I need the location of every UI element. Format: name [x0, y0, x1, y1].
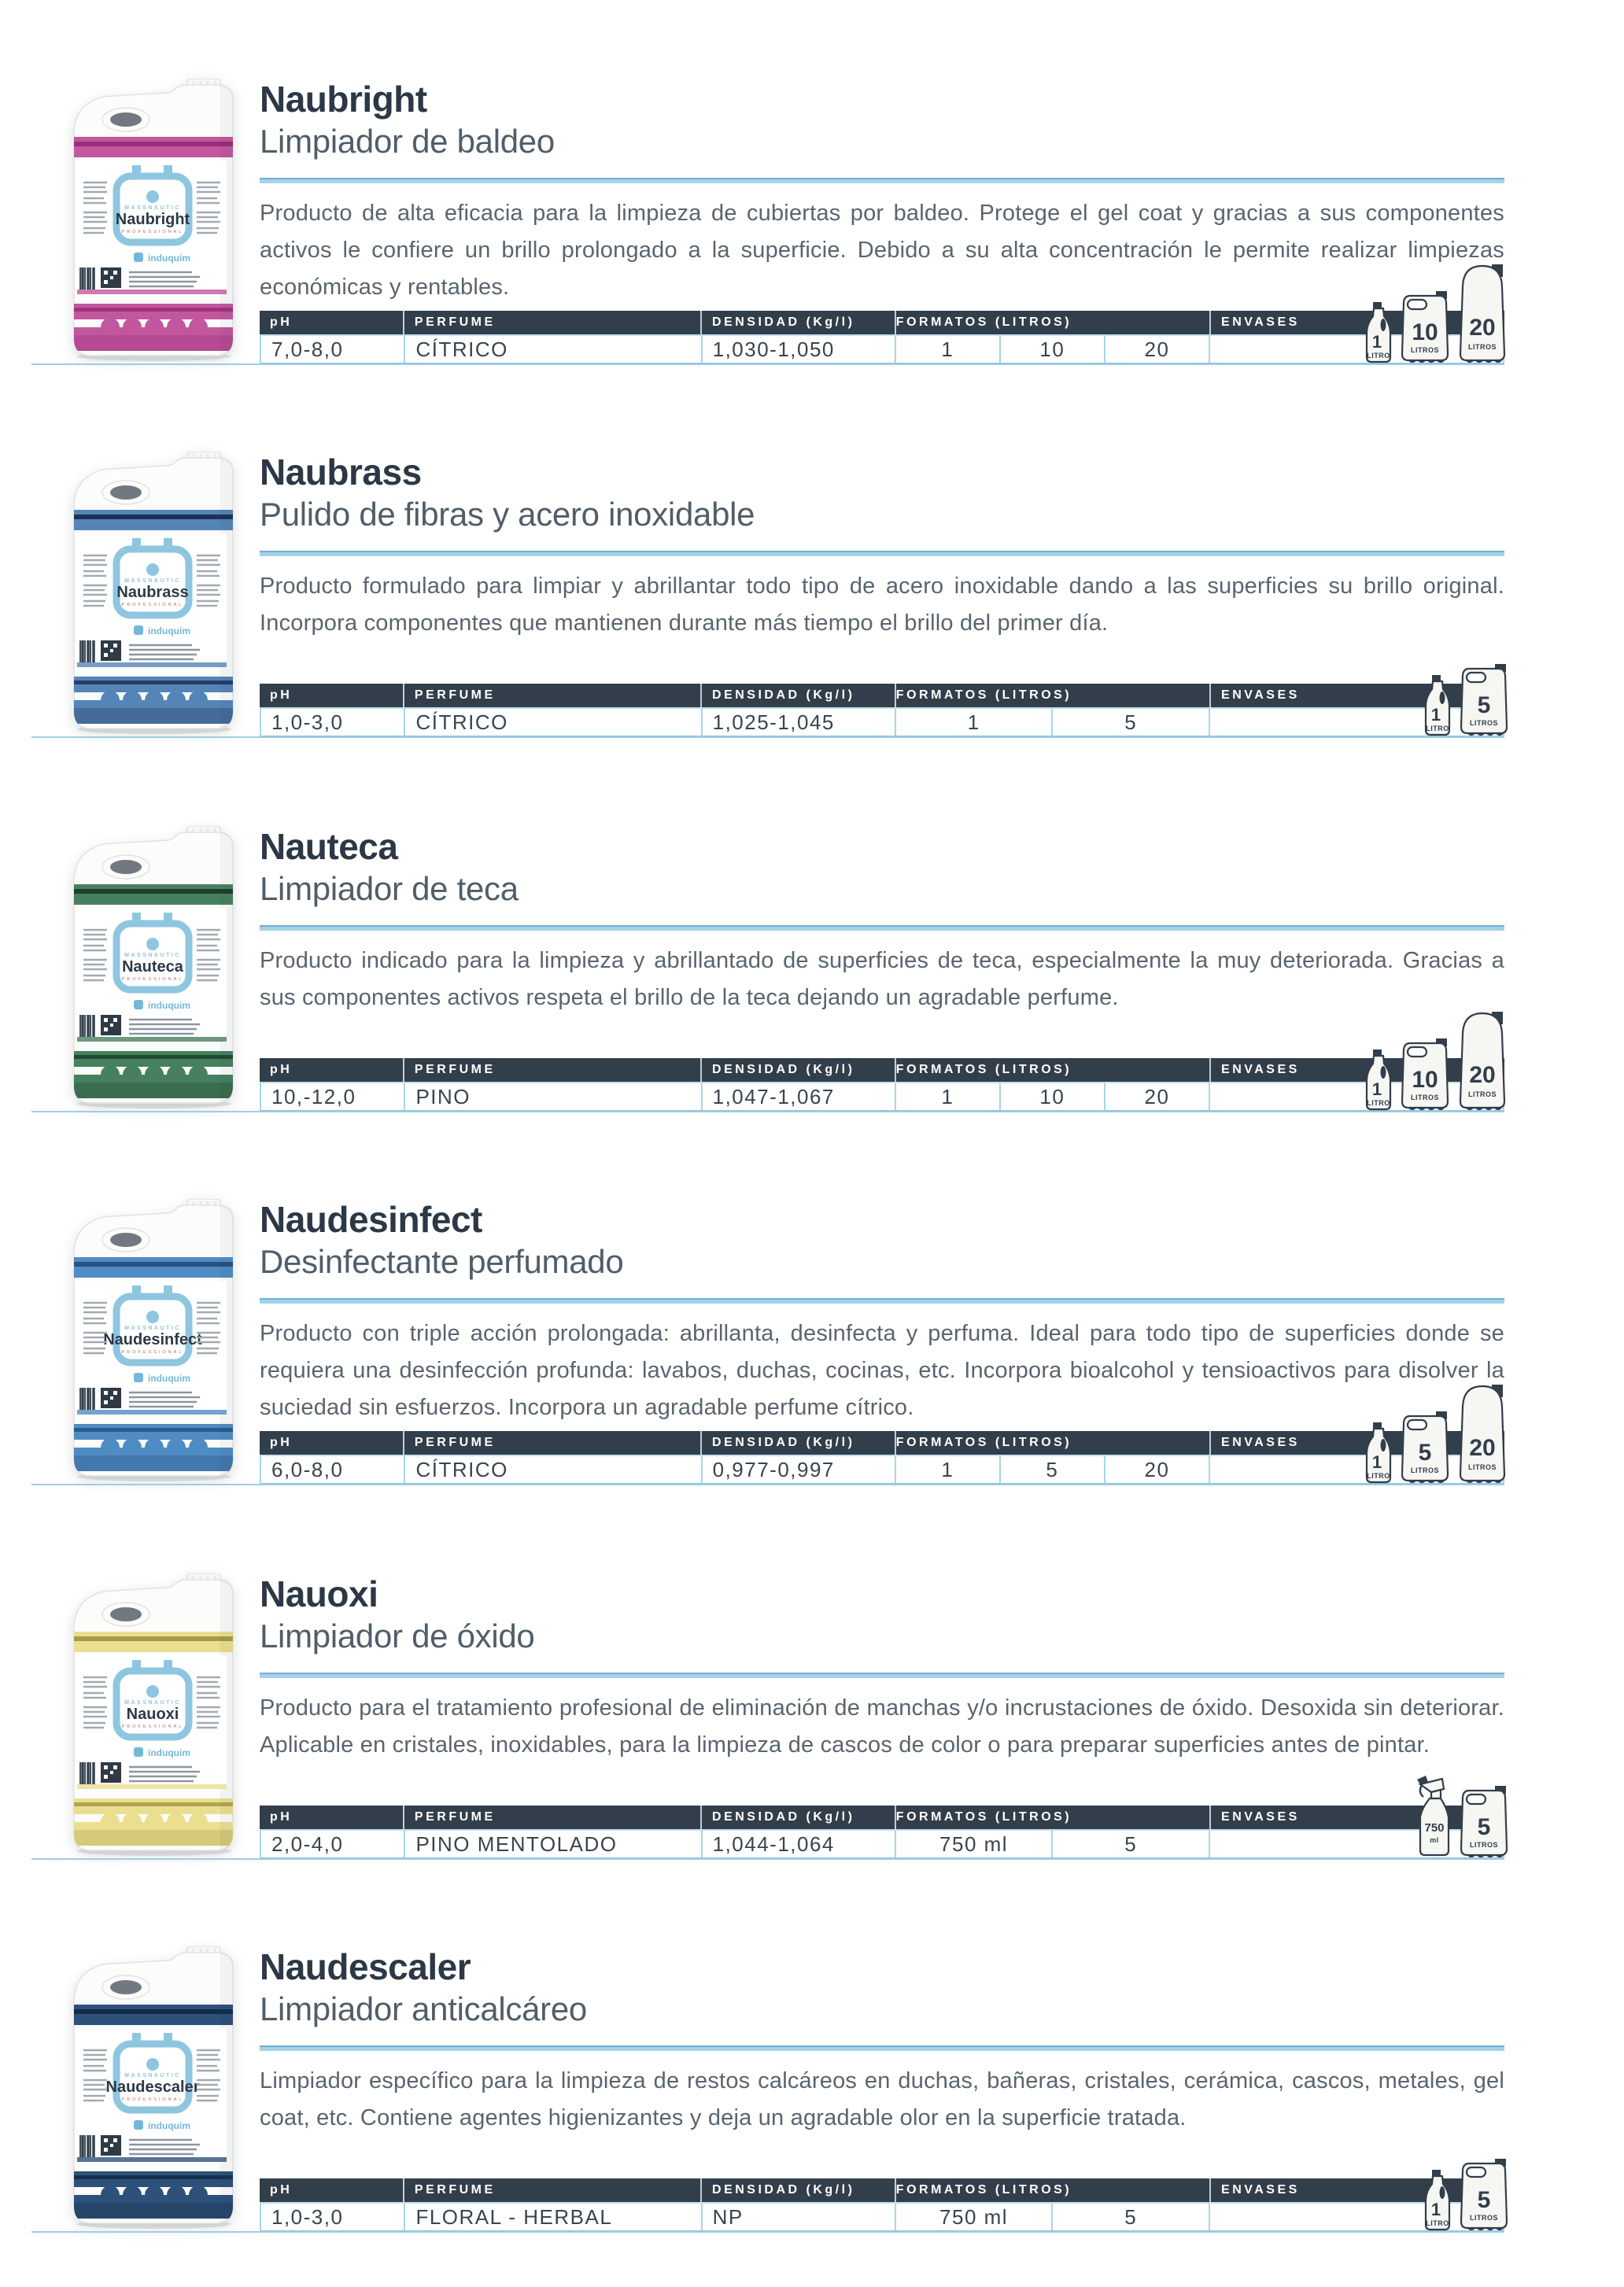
product-subtitle: Limpiador de baldeo — [260, 123, 555, 160]
product-title: Naubrass — [260, 452, 422, 492]
maker-logo-icon — [134, 625, 143, 635]
label-line: PROFESSIONAL — [121, 2097, 184, 2102]
value-formatos — [895, 1831, 1209, 1857]
svg-text:10: 10 — [1412, 1067, 1438, 1093]
formato-cell: 750 ml — [939, 1831, 1009, 1856]
envases-icons — [1363, 1012, 1509, 1111]
spec-table-row — [260, 2202, 1504, 2233]
label-maker: induquim — [148, 1747, 190, 1758]
label-badge-icon — [146, 938, 159, 950]
svg-text:LITROS: LITROS — [1468, 343, 1497, 351]
value-ph: 7,0-8,0 — [271, 337, 344, 361]
maker-logo-icon — [134, 1000, 143, 1009]
label-line: PROFESSIONAL — [121, 1350, 184, 1355]
product-bottle-image — [66, 1946, 238, 2230]
envases-icons — [1363, 1385, 1509, 1484]
value-ph: 1,0-3,0 — [271, 2204, 344, 2229]
container-20-litros-icon — [1456, 264, 1509, 363]
label-badge-icon — [146, 1311, 159, 1323]
spec-table — [260, 1058, 1504, 1112]
label-line: PROFESSIONAL — [121, 603, 184, 607]
svg-text:LITROS: LITROS — [1470, 719, 1498, 727]
header-ph: pH — [270, 1810, 293, 1824]
label-line: PROFESSIONAL — [121, 1724, 184, 1729]
container-10-litros-icon — [1400, 1038, 1450, 1111]
header-ph: pH — [270, 2183, 293, 2197]
spec-table-row — [260, 334, 1504, 365]
container-5-litros-icon — [1459, 2159, 1509, 2231]
maker-logo-icon — [134, 1373, 143, 1382]
label-address-strip — [77, 662, 227, 667]
product-description: Producto de alta eficacia para la limpieza de cubiertas por baldeo. Protege el gel coat y gracias a sus componentes activos le confiere un brillo prolongado a la superficie. Debido a su alta concentración le permite realizar limpiezas económicas y rentables. — [260, 201, 1504, 300]
divider-line — [260, 551, 1504, 556]
svg-text:5: 5 — [1477, 2187, 1491, 2213]
value-ph: 10,-12,0 — [271, 1084, 356, 1108]
bottle-art — [66, 1573, 238, 1857]
product-section-naubrass — [31, 452, 1504, 738]
label-product-name: Naudescaler — [105, 2079, 200, 2096]
label-brand: MASSNAUTIC — [124, 2073, 181, 2079]
header-perfume: PERFUME — [403, 1431, 700, 1455]
svg-text:5: 5 — [1477, 1814, 1491, 1840]
divider-line — [260, 2045, 1504, 2051]
header-formatos: FORMATOS (LITROS) — [895, 684, 1209, 707]
product-description: Producto para el tratamiento profesional de eliminación de manchas y/o incrustaciones de óxido. Desoxida sin deteriorar. Aplicable en cristales, inoxidables, para la limpieza de cascos de color o para preparar superficies antes de pintar. — [260, 1695, 1504, 1758]
formato-cell: 10 — [999, 336, 1104, 363]
svg-text:20: 20 — [1469, 315, 1496, 341]
svg-text:LITRO: LITRO — [1367, 352, 1390, 360]
label-product-name: Nauteca — [122, 958, 183, 976]
label-badge-icon — [146, 563, 159, 576]
label-brand: MASSNAUTIC — [124, 953, 181, 958]
product-bottle-image — [66, 79, 238, 362]
envases-icons — [1422, 2159, 1509, 2231]
product-subtitle: Limpiador anticalcáreo — [260, 1990, 587, 2027]
svg-text:LITROS: LITROS — [1470, 2214, 1498, 2222]
label-badge-icon — [146, 1685, 159, 1698]
svg-text:1: 1 — [1430, 705, 1441, 725]
container-1-litro-icon — [1422, 675, 1453, 736]
svg-text:LITRO: LITRO — [1426, 725, 1449, 732]
header-formatos: FORMATOS (LITROS) — [895, 2178, 1209, 2202]
formato-cell: 1 — [941, 337, 954, 361]
value-formatos — [895, 336, 1209, 363]
formato-cell: 5 — [1051, 2204, 1209, 2230]
label-address-strip — [77, 1784, 227, 1789]
formato-cell: 20 — [1104, 336, 1209, 363]
container-10-litros-icon — [1400, 291, 1450, 363]
container-750ml-spray-icon — [1414, 1775, 1453, 1858]
svg-text:LITROS: LITROS — [1411, 1094, 1439, 1101]
spec-table-header — [260, 311, 1504, 334]
formato-cell: 750 ml — [939, 2204, 1009, 2229]
bottle-art — [66, 1199, 238, 1482]
envases-icons — [1414, 1775, 1509, 1858]
label-brand: MASSNAUTIC — [124, 1700, 181, 1706]
formato-cell: 1 — [941, 1084, 954, 1108]
label-badge-icon — [146, 190, 159, 203]
value-densidad: NP — [701, 2204, 895, 2230]
value-perfume: CÍTRICO — [404, 336, 700, 363]
container-20-litros-icon — [1456, 1385, 1509, 1484]
spec-table-header — [260, 1806, 1504, 1829]
label-maker: induquim — [148, 2120, 190, 2131]
label-product-name: Naubrass — [116, 584, 189, 601]
container-5-litros-icon — [1459, 664, 1509, 736]
label-address-strip — [77, 290, 227, 294]
product-section-nauoxi — [31, 1573, 1504, 1860]
header-densidad: DENSIDAD (Kg/l) — [700, 684, 895, 707]
header-envases: ENVASES — [1209, 1058, 1504, 1082]
header-envases: ENVASES — [1209, 2178, 1504, 2202]
label-address-strip — [77, 1037, 227, 1042]
svg-text:1: 1 — [1371, 332, 1382, 352]
spec-table-header — [260, 1058, 1504, 1082]
bottle-art — [66, 826, 238, 1109]
header-densidad: DENSIDAD (Kg/l) — [700, 1806, 895, 1829]
container-20-litros-icon — [1456, 1012, 1509, 1111]
svg-text:1: 1 — [1371, 1452, 1382, 1472]
container-1-litro-icon — [1422, 2170, 1453, 2231]
svg-text:LITROS: LITROS — [1411, 1466, 1439, 1474]
product-description: Producto formulado para limpiar y abrillantar todo tipo de acero inoxidable dando a las superficies su brillo original. Incorpora componentes que mantienen durante más tiempo el brillo del primer día. — [260, 574, 1504, 636]
label-address-strip — [77, 2157, 227, 2162]
value-formatos — [895, 2204, 1209, 2230]
spec-table — [260, 311, 1504, 365]
header-formatos: FORMATOS (LITROS) — [895, 311, 1209, 334]
svg-text:1: 1 — [1371, 1079, 1382, 1099]
header-perfume: PERFUME — [403, 1806, 700, 1829]
header-perfume: PERFUME — [403, 684, 700, 707]
spec-table-header — [260, 1431, 1504, 1455]
svg-text:LITRO: LITRO — [1367, 1099, 1390, 1107]
label-brand: MASSNAUTIC — [124, 205, 181, 211]
product-subtitle: Desinfectante perfumado — [260, 1243, 624, 1280]
divider-line — [260, 925, 1504, 931]
value-formatos — [895, 709, 1209, 736]
product-subtitle: Limpiador de teca — [260, 870, 519, 907]
svg-text:LITROS: LITROS — [1470, 1841, 1498, 1849]
product-bottle-image — [66, 826, 238, 1109]
divider-line — [260, 178, 1504, 183]
formato-cell: 1 — [941, 1457, 954, 1481]
spec-table — [260, 2178, 1504, 2233]
formato-cell: 20 — [1104, 1083, 1209, 1110]
label-brand: MASSNAUTIC — [124, 1326, 181, 1331]
header-ph: pH — [270, 1063, 293, 1076]
value-densidad: 0,977-0,997 — [701, 1456, 895, 1483]
product-title: Naudesinfect — [260, 1199, 482, 1240]
label-line: PROFESSIONAL — [121, 230, 184, 234]
spec-table — [260, 684, 1504, 738]
svg-text:10: 10 — [1412, 319, 1438, 345]
container-5-litros-icon — [1459, 1786, 1509, 1858]
header-densidad: DENSIDAD (Kg/l) — [700, 311, 895, 334]
label-product-name: Naudesinfect — [103, 1331, 202, 1348]
value-densidad: 1,047-1,067 — [701, 1083, 895, 1110]
header-envases: ENVASES — [1209, 1431, 1504, 1455]
svg-text:LITRO: LITRO — [1367, 1472, 1390, 1480]
container-1-litro-icon — [1363, 1049, 1394, 1111]
spec-table-row — [260, 1082, 1504, 1112]
value-perfume: CÍTRICO — [404, 1456, 700, 1483]
formato-cell: 10 — [999, 1083, 1104, 1110]
header-densidad: DENSIDAD (Kg/l) — [700, 2178, 895, 2202]
product-description: Limpiador específico para la limpieza de restos calcáreos en duchas, bañeras, cristales, cerámica, cascos, metales, gel coat, etc. Contiene agentes higienizantes y deja un agradable olor en la superficie tratada. — [260, 2068, 1504, 2130]
header-formatos: FORMATOS (LITROS) — [895, 1806, 1209, 1829]
header-ph: pH — [270, 688, 293, 702]
bottle-art — [66, 79, 238, 362]
formato-cell: 5 — [1051, 1831, 1209, 1857]
header-formatos: FORMATOS (LITROS) — [895, 1058, 1209, 1082]
label-address-strip — [77, 1410, 227, 1415]
svg-text:LITROS: LITROS — [1468, 1090, 1497, 1098]
maker-logo-icon — [134, 2120, 143, 2130]
header-densidad: DENSIDAD (Kg/l) — [700, 1431, 895, 1455]
spec-table — [260, 1431, 1504, 1485]
header-envases: ENVASES — [1209, 1806, 1504, 1829]
product-bottle-image — [66, 1573, 238, 1857]
bottle-art — [66, 1946, 238, 2230]
divider-line — [260, 1673, 1504, 1678]
product-section-naudesinfect — [31, 1199, 1504, 1485]
header-perfume: PERFUME — [403, 311, 700, 334]
value-ph: 6,0-8,0 — [271, 1457, 344, 1481]
formato-cell: 5 — [999, 1456, 1104, 1483]
svg-text:750: 750 — [1424, 1821, 1445, 1835]
product-bottle-image — [66, 1199, 238, 1482]
svg-text:20: 20 — [1469, 1435, 1496, 1461]
maker-logo-icon — [134, 253, 143, 262]
header-ph: pH — [270, 315, 293, 329]
product-section-nauteca — [31, 826, 1504, 1112]
svg-text:1: 1 — [1430, 2200, 1441, 2219]
maker-logo-icon — [134, 1747, 143, 1757]
header-envases: ENVASES — [1209, 684, 1504, 707]
value-ph: 1,0-3,0 — [271, 710, 344, 734]
header-densidad: DENSIDAD (Kg/l) — [700, 1058, 895, 1082]
value-densidad: 1,044-1,064 — [701, 1831, 895, 1857]
svg-text:LITROS: LITROS — [1468, 1463, 1497, 1471]
svg-text:5: 5 — [1477, 692, 1491, 718]
svg-text:ml: ml — [1430, 1836, 1439, 1844]
spec-table-row — [260, 1455, 1504, 1485]
product-section-naubright — [31, 79, 1504, 365]
spec-table — [260, 1806, 1504, 1860]
label-badge-icon — [146, 2058, 159, 2071]
divider-line — [260, 1298, 1504, 1304]
svg-text:5: 5 — [1418, 1440, 1432, 1466]
label-product-name: Naubright — [115, 211, 190, 228]
spec-table-header — [260, 684, 1504, 707]
container-5-litros-icon — [1400, 1411, 1450, 1484]
label-maker: induquim — [148, 625, 190, 636]
envases-icons — [1422, 664, 1509, 736]
container-1-litro-icon — [1363, 302, 1394, 363]
product-subtitle: Pulido de fibras y acero inoxidable — [260, 496, 755, 533]
value-ph: 2,0-4,0 — [271, 1831, 344, 1856]
label-maker: induquim — [148, 1373, 190, 1384]
product-description: Producto con triple acción prolongada: abrillanta, desinfecta y perfuma. Ideal para todo tipo de superficies donde se requiera una desinfección profunda: lavabos, duchas, cocinas, etc. Incorpora bioalcohol y tensioactivos para disolver la suciedad sin esfuerzos. Incorpora un agradable perfume cítrico. — [260, 1321, 1504, 1420]
spec-table-row — [260, 1829, 1504, 1860]
label-maker: induquim — [148, 1000, 190, 1011]
formato-cell: 1 — [967, 710, 980, 734]
envases-icons — [1363, 264, 1509, 363]
value-perfume: PINO MENTOLADO — [404, 1831, 700, 1857]
product-title: Naubright — [260, 79, 427, 120]
header-formatos: FORMATOS (LITROS) — [895, 1431, 1209, 1455]
product-title: Nauteca — [260, 826, 398, 867]
product-subtitle: Limpiador de óxido — [260, 1617, 535, 1654]
svg-text:LITRO: LITRO — [1426, 2219, 1449, 2227]
header-envases: ENVASES — [1209, 311, 1504, 334]
svg-text:20: 20 — [1469, 1062, 1496, 1088]
label-maker: induquim — [148, 253, 190, 264]
formato-cell: 5 — [1051, 709, 1209, 736]
label-brand: MASSNAUTIC — [124, 578, 181, 584]
label-product-name: Nauoxi — [126, 1706, 179, 1723]
product-section-naudescaler — [31, 1946, 1504, 2233]
value-formatos — [895, 1456, 1209, 1483]
container-1-litro-icon — [1363, 1422, 1394, 1484]
value-densidad: 1,030-1,050 — [701, 336, 895, 363]
value-perfume: FLORAL - HERBAL — [404, 2204, 700, 2230]
header-perfume: PERFUME — [403, 1058, 700, 1082]
formato-cell: 20 — [1104, 1456, 1209, 1483]
product-title: Nauoxi — [260, 1573, 378, 1614]
header-ph: pH — [270, 1436, 293, 1449]
value-densidad: 1,025-1,045 — [701, 709, 895, 736]
value-perfume: CÍTRICO — [404, 709, 700, 736]
spec-table-row — [260, 707, 1504, 738]
spec-table-header — [260, 2178, 1504, 2202]
header-perfume: PERFUME — [403, 2178, 700, 2202]
product-title: Naudescaler — [260, 1946, 471, 1987]
value-formatos — [895, 1083, 1209, 1110]
product-description: Producto indicado para la limpieza y abrillantado de superficies de teca, especialmente la muy deteriorada. Gracias a sus componentes activos respeta el brillo de la teca dejando un agradable perfume. — [260, 948, 1504, 1010]
label-line: PROFESSIONAL — [121, 977, 184, 982]
product-bottle-image — [66, 452, 238, 735]
bottle-art — [66, 452, 238, 735]
svg-text:LITROS: LITROS — [1411, 346, 1439, 354]
value-perfume: PINO — [404, 1083, 700, 1110]
